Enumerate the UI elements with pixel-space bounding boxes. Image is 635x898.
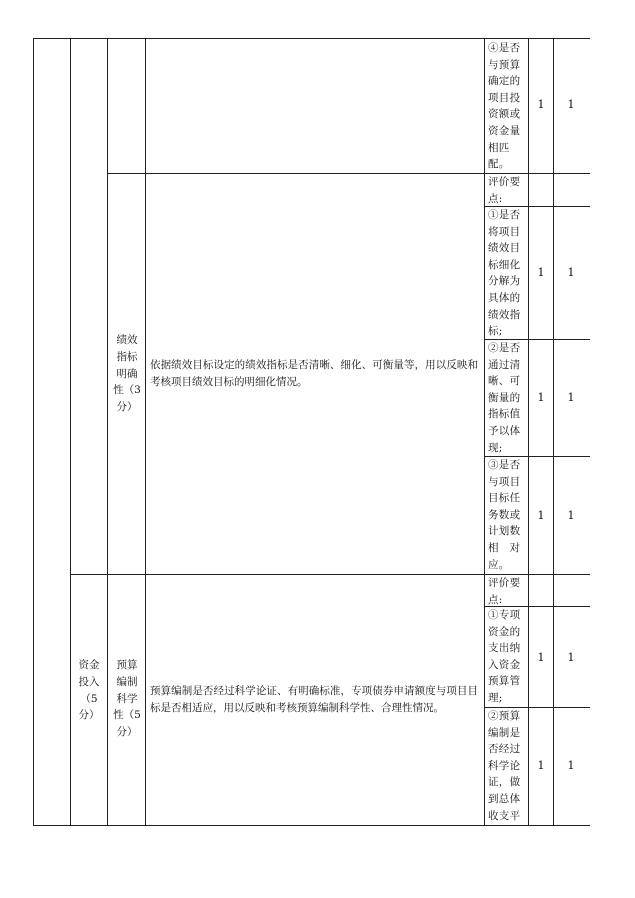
criterion-text: ①专项 资金的 支出纳 入资金 预算管 理;: [488, 609, 521, 704]
evaluation-points-heading: 评价要 点:: [488, 176, 521, 205]
score-value: 1: [537, 759, 545, 772]
score-value: 1: [537, 509, 545, 522]
indicator-label: 预算 编制 科学 性（5 分）: [113, 659, 141, 739]
actual-score-value: 1: [567, 509, 575, 522]
actual-score-value: 1: [567, 266, 575, 279]
actual-score-value: 1: [567, 98, 575, 111]
criterion-text: ②预算 编制是 否经过 科学论 证，做 到总体 收支平: [488, 710, 521, 822]
score-value: 1: [537, 266, 545, 279]
table-border-left: [33, 38, 34, 826]
actual-score-value: 1: [567, 391, 575, 404]
category-label: 资金 投入 （5 分）: [78, 659, 100, 722]
score-value: 1: [537, 391, 545, 404]
criterion-text: ③是否 与项目 目标任 务数或 计划数 相 对 应。: [488, 459, 521, 571]
score-value: 1: [537, 98, 545, 111]
score-value: 1: [537, 651, 545, 664]
table-border-top: [33, 38, 590, 39]
indicator-description: 依据绩效目标设定的绩效指标是否清晰、细化、可衡量等，用以反映和考核项目绩效目标的明细化情况。: [150, 359, 478, 388]
table-col-divider-2: [107, 38, 108, 826]
actual-score-value: 1: [567, 759, 575, 772]
table-border-bottom: [33, 825, 590, 826]
indicator-description: 预算编制是否经过科学论证、有明确标准，专项债券申请额度与项目目标是否相适应，用以反映和考核预算编制科学性、合理性情况。: [150, 685, 478, 714]
criterion-text: ②是否 通过清 晰、可 衡量的 指标值 予以体 现;: [488, 342, 521, 454]
indicator-label: 绩效 指标 明确 性（3 分）: [113, 334, 141, 414]
actual-score-value: 1: [567, 651, 575, 664]
criterion-text: ①是否 将项目 绩效目 标细化 分解为 具体的 绩效指 标;: [488, 209, 521, 338]
evaluation-points-heading: 评价要 点:: [488, 577, 521, 606]
table-col-divider-1: [70, 38, 71, 826]
table-col-divider-3: [145, 38, 146, 826]
criterion-text: ④是否 与预算 确定的 项目投 资额或 资金量 相匹 配。: [488, 42, 521, 171]
